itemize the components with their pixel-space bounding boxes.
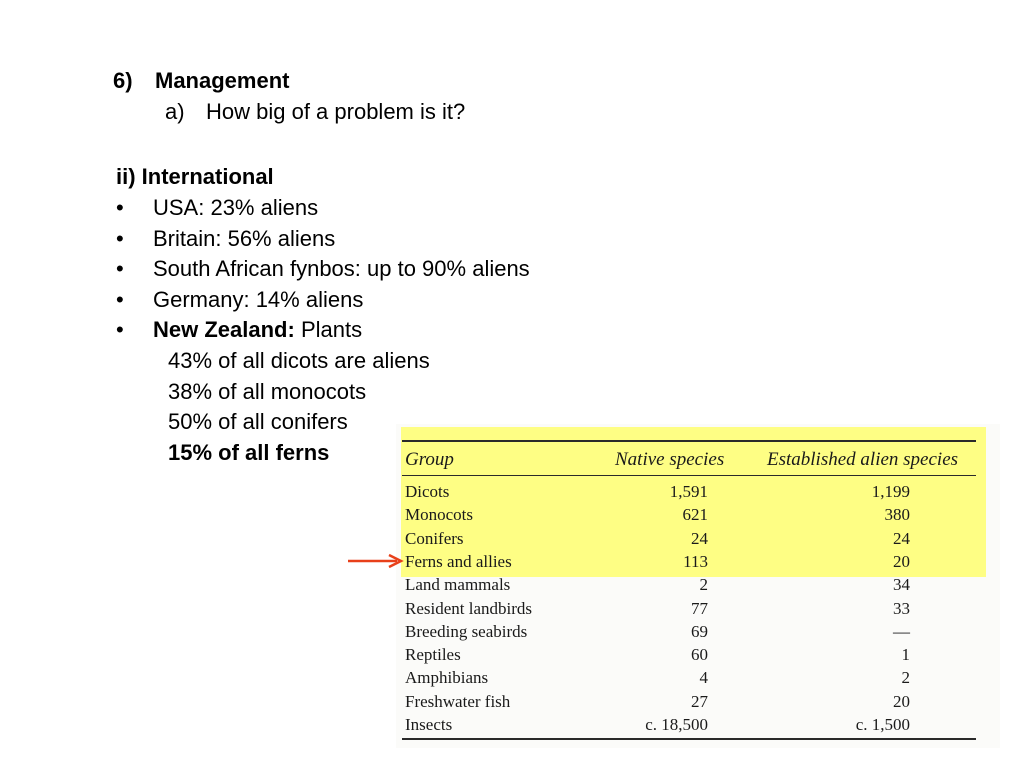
bullet-item bbox=[153, 254, 530, 284]
table-cell-alien: 2 bbox=[901, 668, 910, 687]
subheading-text: How big of a problem is it? bbox=[206, 99, 466, 124]
table-bottom-rule bbox=[402, 738, 976, 740]
table-cell-native: 60 bbox=[691, 645, 708, 664]
table-cell-native: 27 bbox=[691, 692, 708, 711]
table-cell-alien: 1 bbox=[901, 645, 910, 664]
bullet-item bbox=[153, 285, 363, 315]
table-cell-native: 621 bbox=[682, 505, 708, 524]
heading-title: Management bbox=[155, 68, 290, 93]
bullet-dot: • bbox=[116, 256, 124, 281]
bullet-dot: • bbox=[116, 226, 124, 251]
table-cell-group: Insects bbox=[405, 715, 453, 734]
table-cell-alien: — bbox=[893, 622, 910, 641]
table-cell-alien: 380 bbox=[884, 505, 910, 524]
bullet-item-bold-label: New Zealand: bbox=[153, 317, 295, 342]
bullet-item-text: USA: 23% aliens bbox=[153, 195, 319, 220]
table-cell-native: 1,591 bbox=[669, 482, 708, 501]
heading-number: 6) bbox=[113, 68, 133, 93]
table-cell-group: Conifers bbox=[405, 529, 464, 548]
bullet-item-text: Britain: 56% aliens bbox=[153, 226, 336, 251]
table-cell-group: Breeding seabirds bbox=[405, 622, 528, 641]
table-cell-group: Reptiles bbox=[405, 645, 461, 664]
table-cell-native: c. 18,500 bbox=[645, 715, 708, 734]
table-top-rule bbox=[402, 440, 976, 442]
table-cell-native: 2 bbox=[699, 575, 708, 594]
table-cell-alien: 34 bbox=[893, 575, 910, 594]
table-cell-alien: c. 1,500 bbox=[855, 715, 910, 734]
nz-stat-line: 43% of all dicots are aliens bbox=[168, 348, 430, 373]
table-cell-alien: 33 bbox=[893, 599, 910, 618]
table-header-rule bbox=[402, 475, 976, 476]
table-cell-group: Resident landbirds bbox=[405, 599, 533, 618]
nz-stat-line: 38% of all monocots bbox=[168, 379, 367, 404]
table-cell-native: 69 bbox=[691, 622, 708, 641]
bullet-item bbox=[153, 224, 335, 254]
table-cell-native: 24 bbox=[691, 529, 708, 548]
table-cell-native: 4 bbox=[699, 668, 708, 687]
table-cell-group: Land mammals bbox=[405, 575, 511, 594]
table-cell-group: Amphibians bbox=[405, 668, 489, 687]
table-cell-alien: 1,199 bbox=[871, 482, 910, 501]
section-title: ii) International bbox=[116, 164, 274, 189]
bullet-dot: • bbox=[116, 195, 124, 220]
table-cell-group: Monocots bbox=[405, 505, 473, 524]
bullet-dot: • bbox=[116, 287, 124, 312]
table-cell-native: 77 bbox=[691, 599, 708, 618]
table-cell-alien: 20 bbox=[893, 692, 910, 711]
bullet-item-text: Germany: 14% aliens bbox=[153, 287, 364, 312]
table-header-native: Native species bbox=[615, 449, 725, 470]
bullet-item bbox=[153, 193, 318, 223]
table-cell-group: Freshwater fish bbox=[405, 692, 511, 711]
table-header-group: Group bbox=[405, 449, 454, 470]
nz-stat-line: 15% of all ferns bbox=[168, 440, 330, 465]
bullet-item-text: South African fynbos: up to 90% aliens bbox=[153, 256, 530, 281]
table-cell-alien: 20 bbox=[893, 552, 910, 571]
bullet-dot: • bbox=[116, 317, 124, 342]
bullet-item-text: Plants bbox=[300, 317, 363, 342]
bullet-item bbox=[153, 315, 362, 345]
table-cell-group: Ferns and allies bbox=[405, 552, 512, 571]
table-cell-native: 113 bbox=[683, 552, 708, 571]
arrow-right-icon bbox=[347, 553, 407, 569]
nz-stat-line: 50% of all conifers bbox=[168, 409, 348, 434]
table-header-alien: Established alien species bbox=[767, 449, 959, 470]
table-cell-group: Dicots bbox=[405, 482, 450, 501]
subheading-letter: a) bbox=[165, 99, 185, 124]
table-cell-alien: 24 bbox=[893, 529, 910, 548]
